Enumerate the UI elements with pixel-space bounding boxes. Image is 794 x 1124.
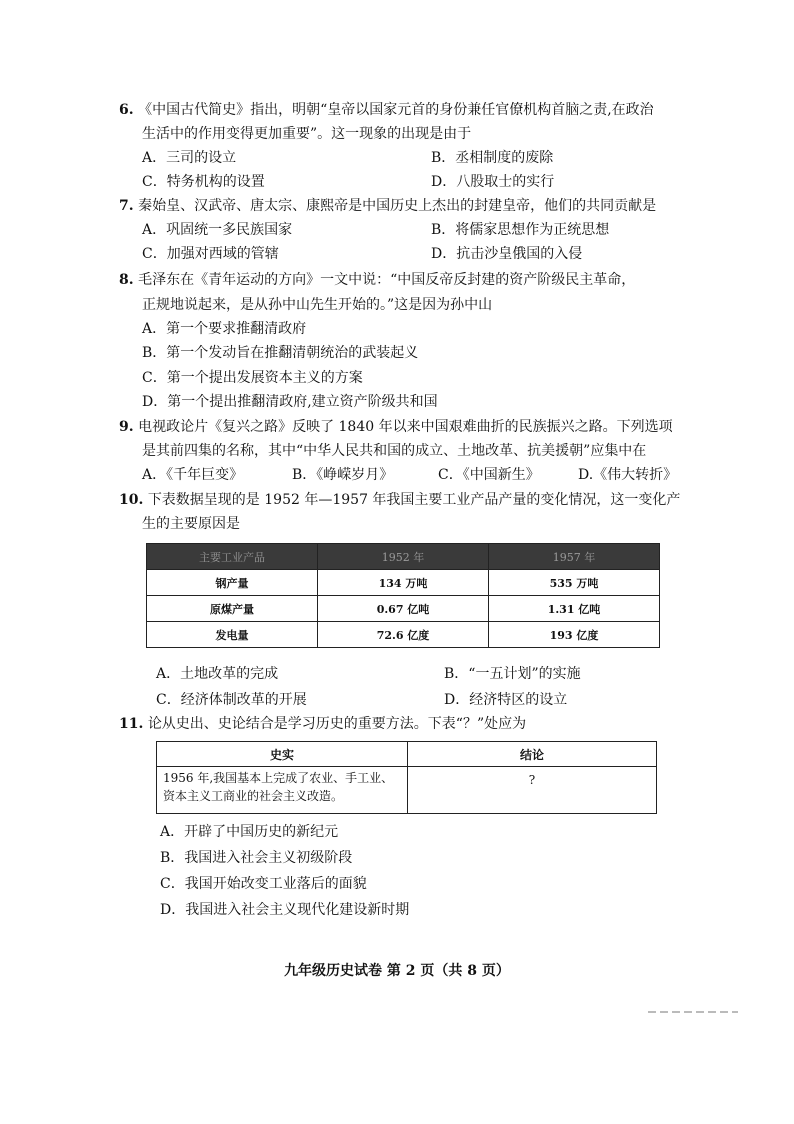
question-number: 7. xyxy=(119,198,134,214)
question-9-line-2: 是其前四集的名称，其中“中华人民共和国的成立、土地改革、抗美援朝”应集中在 xyxy=(142,443,647,459)
table-cell: 535 万吨 xyxy=(489,570,660,596)
question-9-option-b: B．《峥嵘岁月》 xyxy=(292,467,394,483)
question-11-line-1 xyxy=(119,712,526,736)
question-6-option-b: B．丞相制度的废除 xyxy=(431,150,554,166)
question-11-option-d: D．我国进入社会主义现代化建设新时期 xyxy=(160,902,410,918)
question-6-option-c: C．特务机构的设置 xyxy=(142,174,265,190)
question-number: 10. xyxy=(119,492,144,508)
question-10-option-a: A．土地改革的完成 xyxy=(156,666,279,682)
question-8-line-1 xyxy=(119,268,635,292)
table-row xyxy=(147,622,660,648)
question-6-line-1 xyxy=(119,98,654,122)
question-7-option-b: B．将儒家思想作为正统思想 xyxy=(431,222,610,238)
question-text: 下表数据呈现的是 1952 年—1957 年我国主要工业产品产量的变化情况，这一变化产 xyxy=(147,492,681,508)
table-header-row xyxy=(157,742,657,767)
table-cell: 134 万吨 xyxy=(318,570,489,596)
question-text: 电视政论片《复兴之路》反映了 1840 年以来中国艰难曲折的民族振兴之路。下列选项 xyxy=(138,419,673,435)
table-cell: 0.67 亿吨 xyxy=(318,596,489,622)
conclusion-cell: ? xyxy=(408,767,657,814)
question-10-option-c: C．经济体制改革的开展 xyxy=(156,692,307,708)
question-number: 8. xyxy=(119,272,134,288)
question-10-line-2: 生的主要原因是 xyxy=(142,516,240,532)
table-row xyxy=(157,767,657,814)
historical-fact-cell: 1956 年,我国基本上完成了农业、手工业、资本主义工商业的社会主义改造。 xyxy=(157,767,408,814)
industrial-output-table xyxy=(146,543,660,648)
question-number: 11. xyxy=(119,716,144,732)
table-cell: 193 亿度 xyxy=(489,622,660,648)
table-cell: 钢产量 xyxy=(147,570,318,596)
table-cell: 原煤产量 xyxy=(147,596,318,622)
question-8-line-2: 正规地说起来，是从孙中山先生开始的。”这是因为孙中山 xyxy=(142,297,493,313)
question-11-option-b: B．我国进入社会主义初级阶段 xyxy=(160,850,353,866)
question-10-line-1 xyxy=(119,488,680,512)
question-number: 9. xyxy=(119,419,134,435)
question-9-line-1 xyxy=(119,415,673,439)
question-6-option-d: D．八股取士的实行 xyxy=(431,174,555,190)
table-header: 结论 xyxy=(408,742,657,767)
table-header: 主要工业产品 xyxy=(147,544,318,570)
table-cell: 1.31 亿吨 xyxy=(489,596,660,622)
page-footer: 九年级历史试卷 第 2 页（共 8 页） xyxy=(284,963,510,979)
question-7-line-1 xyxy=(119,194,656,218)
table-row xyxy=(147,596,660,622)
question-9-option-c: C．《中国新生》 xyxy=(438,467,540,483)
table-cell: 72.6 亿度 xyxy=(318,622,489,648)
scan-smudge xyxy=(648,1011,738,1013)
question-11-option-c: C．我国开始改变工业落后的面貌 xyxy=(160,876,367,892)
question-text: 毛泽东在《青年运动的方向》一文中说：“中国反帝反封建的资产阶级民主革命， xyxy=(138,272,636,288)
table-header-row xyxy=(147,544,660,570)
question-8-option-a: A．第一个要求推翻清政府 xyxy=(142,321,307,337)
history-conclusion-table xyxy=(156,741,657,814)
question-text: 秦始皇、汉武帝、唐太宗、康熙帝是中国历史上杰出的封建皇帝，他们的共同贡献是 xyxy=(138,198,657,214)
table-header: 史实 xyxy=(157,742,408,767)
table-header: 1957 年 xyxy=(489,544,660,570)
question-8-option-b: B．第一个发动旨在推翻清朝统治的武装起义 xyxy=(142,345,419,361)
question-9-option-a: A．《千年巨变》 xyxy=(142,467,244,483)
question-6-option-a: A．三司的设立 xyxy=(142,150,237,166)
question-8-option-c: C．第一个提出发展资本主义的方案 xyxy=(142,370,363,386)
question-11-option-a: A．开辟了中国历史的新纪元 xyxy=(160,824,339,840)
question-7-option-c: C．加强对西域的管辖 xyxy=(142,246,279,262)
question-9-option-d: D.《伟大转折》 xyxy=(578,467,678,483)
question-text: 论从史出、史论结合是学习历史的重要方法。下表“？”处应为 xyxy=(147,716,527,732)
table-header: 1952 年 xyxy=(318,544,489,570)
question-7-option-d: D．抗击沙皇俄国的入侵 xyxy=(431,246,583,262)
table-cell: 发电量 xyxy=(147,622,318,648)
question-8-option-d: D．第一个提出推翻清政府,建立资产阶级共和国 xyxy=(142,394,438,410)
question-number: 6. xyxy=(119,102,134,118)
table-row xyxy=(147,570,660,596)
question-10-option-d: D．经济特区的设立 xyxy=(444,692,568,708)
question-7-option-a: A．巩固统一多民族国家 xyxy=(142,222,293,238)
question-text: 《中国古代简史》指出，明朝“皇帝以国家元首的身份兼任官僚机构首脑之责,在政治 xyxy=(138,102,654,118)
question-10-option-b: B．“一五计划”的实施 xyxy=(444,666,581,682)
question-6-line-2: 生活中的作用变得更加重要”。这一现象的出现是由于 xyxy=(142,126,472,142)
